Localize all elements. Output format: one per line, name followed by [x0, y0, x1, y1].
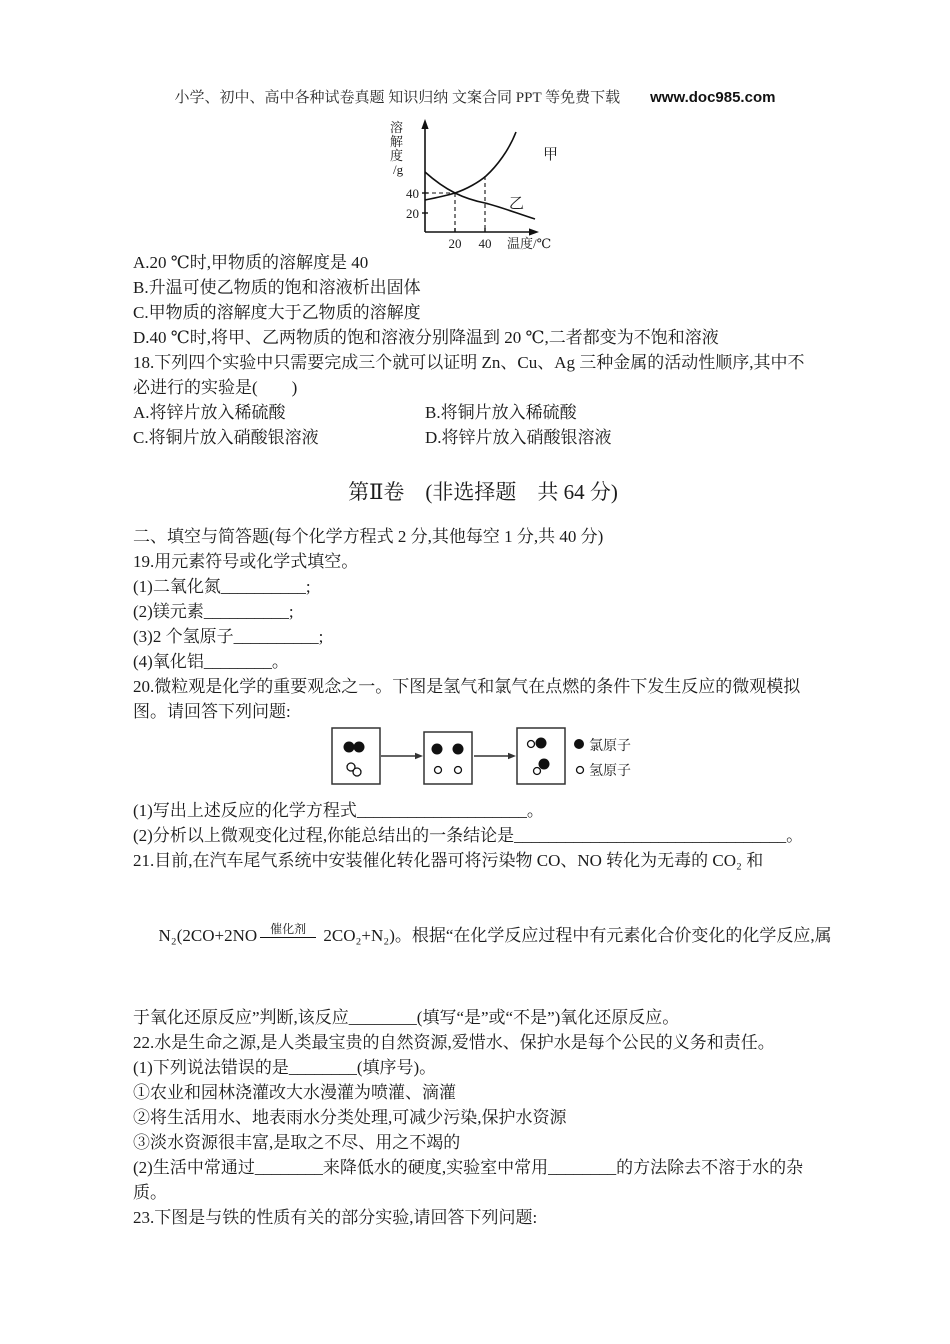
q18-options-row1 — [133, 400, 833, 425]
q21-catalyst-label: 催化剂 — [260, 923, 316, 938]
q20-stem-line2: 图。请回答下列问题: — [133, 702, 291, 721]
q18-option-a: A.将锌片放入稀硫酸 — [133, 403, 286, 422]
h-atom-free2 — [455, 767, 462, 774]
exam-body — [133, 250, 833, 1230]
curve-jia — [425, 132, 516, 200]
q17-option-c: C.甲物质的溶解度大于乙物质的溶解度 — [133, 303, 421, 322]
q22-sub1: (1)下列说法错误的是________(填序号)。 — [133, 1058, 437, 1077]
cl-atom-free2 — [453, 744, 464, 755]
q19-blank-3: (3)2 个氢原子__________; — [133, 627, 324, 646]
y-tick-label-40: 40 — [406, 186, 419, 201]
part2-intro: 二、填空与简答题(每个化学方程式 2 分,其他每空 1 分,共 40 分) — [133, 527, 604, 546]
cl2-atom1 — [344, 742, 355, 753]
x-axis-arrow — [529, 228, 539, 235]
header-slogan: 小学、初中、高中各种试卷真题 知识归纳 文案合同 PPT 等免费下载 — [174, 90, 621, 106]
curve-yi-label: 乙 — [509, 196, 525, 212]
curve-jia-label: 甲 — [543, 147, 559, 163]
q20-stem-line1: 20.微粒观是化学的重要观念之一。下图是氢气和氯气在点燃的条件下发生反应的微观模拟 — [133, 677, 801, 696]
q22-item-2: ②将生活用水、地表雨水分类处理,可减少污染,保护水资源 — [133, 1108, 567, 1127]
q17-option-a: A.20 ℃时,甲物质的溶解度是 40 — [133, 253, 369, 272]
diagram-box-products — [517, 728, 565, 784]
h-atom-free1 — [435, 767, 442, 774]
q19-stem: 19.用元素符号或化学式填空。 — [133, 552, 359, 571]
y-axis-arrow — [421, 119, 428, 129]
q19-blank-1: (1)二氧化氮__________; — [133, 577, 311, 596]
x-tick-label-20: 20 — [448, 236, 462, 251]
cl2-atom2 — [354, 742, 365, 753]
q20-sub2: (2)分析以上微观变化过程,你能总结出的一条结论是________________________________。 — [133, 826, 804, 845]
q17-option-b: B.升温可使乙物质的饱和溶液析出固体 — [133, 278, 421, 297]
q17-option-d: D.40 ℃时,将甲、乙两物质的饱和溶液分别降温到 20 ℃,二者都变为不饱和溶液 — [133, 328, 719, 347]
hcl2-h-atom — [534, 768, 541, 775]
q18-stem-line1: 18.下列四个实验中只需要完成三个就可以证明 Zn、Cu、Ag 三种金属的活动性顺序,其中不 — [133, 353, 805, 372]
q19-blank-4: (4)氧化铝________。 — [133, 652, 289, 671]
q20-micro-reaction-diagram — [331, 726, 661, 790]
q18-stem-line2: 必进行的实验是( ) — [133, 378, 298, 397]
reaction-arrow-1-head — [415, 753, 423, 759]
y-axis-label-char1: 溶 — [390, 120, 404, 135]
y-axis-label-char2: 解 — [390, 134, 404, 149]
q21-stem-line1: 21.目前,在汽车尾气系统中安装催化转化器可将污染物 CO、NO 转化为无毒的 CO₂ 和 — [133, 851, 764, 870]
hcl2-cl-atom — [539, 759, 550, 770]
legend-h-dot — [577, 767, 584, 774]
q18-options-row2 — [133, 425, 833, 450]
q20-sub1: (1)写出上述反应的化学方程式____________________。 — [133, 801, 544, 820]
q22-item-1: ①农业和园林浇灌改大水漫灌为喷灌、滴灌 — [133, 1083, 456, 1102]
q18-option-c: C.将铜片放入硝酸银溶液 — [133, 428, 319, 447]
q22-sub2-line2: 质。 — [133, 1183, 167, 1202]
cl-atom-free1 — [432, 744, 443, 755]
hcl1-h-atom — [528, 741, 535, 748]
q21-equation-right: 2CO₂+N₂)。 — [319, 926, 412, 945]
legend-cl-label: 氯原子 — [589, 739, 631, 754]
legend-cl-dot — [574, 739, 584, 749]
header-site-url: www.doc985.com — [650, 89, 776, 106]
q23-stem: 23.下图是与铁的性质有关的部分实验,请回答下列问题: — [133, 1208, 538, 1227]
q21-catalyst-condition — [260, 923, 316, 938]
q18-option-b: B.将铜片放入稀硫酸 — [425, 403, 577, 422]
q22-stem: 22.水是生命之源,是人类最宝贵的自然资源,爱惜水、保护水是每个公民的义务和责任。 — [133, 1033, 775, 1052]
page-header — [0, 86, 950, 107]
hcl1-cl-atom — [536, 738, 547, 749]
diagram-box-atoms — [424, 732, 472, 784]
reaction-arrow-2-head — [508, 753, 516, 759]
q21-stem-line2-rest: 根据“在化学反应过程中有元素化合价变化的化学反应,属 — [411, 926, 832, 945]
y-axis-label-unit: /g — [393, 162, 404, 177]
solubility-curve-chart — [383, 116, 653, 256]
q22-sub2-line1: (2)生活中常通过________来降低水的硬度,实验室中常用________的方法除去不溶于水的杂 — [133, 1158, 804, 1177]
y-tick-label-20: 20 — [406, 206, 419, 221]
q21-equation-line — [133, 873, 833, 999]
q18-option-d: D.将锌片放入硝酸银溶液 — [425, 428, 612, 447]
legend-h-label: 氢原子 — [589, 764, 631, 779]
q21-equation-left: N₂(2CO+2NO — [158, 926, 258, 945]
q21-stem-line3: 于氧化还原反应”判断,该反应________(填写“是”或“不是”)氧化还原反应。 — [133, 1008, 680, 1027]
q19-blank-2: (2)镁元素__________; — [133, 602, 294, 621]
h2-atom2 — [353, 768, 361, 776]
q22-item-3: ③淡水资源很丰富,是取之不尽、用之不竭的 — [133, 1133, 461, 1152]
x-axis-label: 温度/℃ — [507, 236, 552, 251]
y-axis-label-char3: 度 — [390, 148, 404, 163]
part2-title: 第Ⅱ卷 (非选择题 共 64 分) — [348, 480, 618, 504]
x-tick-label-40: 40 — [478, 236, 492, 251]
